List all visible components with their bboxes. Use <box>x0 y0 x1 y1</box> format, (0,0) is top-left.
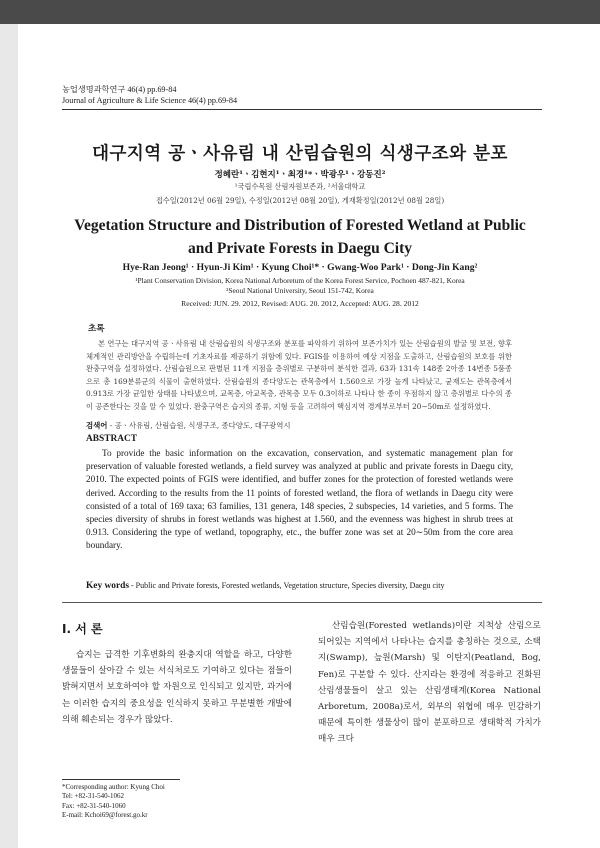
affiliation-korean: ¹국립수목원 산림자원보존과, ²서울대학교 <box>234 182 366 191</box>
header-rule <box>62 109 542 110</box>
intro-paragraph-right: 산림습원(Forested wetlands)이란 지척상 산림으로 되어있는 지역에서 나타나는 습지를 총칭하는 것으로, 소택지(Swamp), 늪원(Marsh) 및 이탄지(Peatland, Bog, Fen)로 구분할 수 있다. 산지라는 환경에 적응하고 진화된 산림생물들이 살고 있는 산림생태계(Korea National Arboretum, 2008a)로서, 외부의 위협에 매우 민감하기 때문에 특이한 생물상이 많이 분포하므로 생태학적 가치가 매우 크다 <box>318 621 541 745</box>
dates-korean: 접수일(2012년 06월 29일), 수정일(2012년 08월 20일), 게재확정일(2012년 08월 28일) <box>155 196 445 205</box>
journal-info <box>62 84 237 106</box>
authors-korean: 정혜란¹ㆍ김현지¹ㆍ최경¹*ㆍ박광우¹ㆍ강동진² <box>214 170 386 180</box>
journal-name-en: Journal of Agriculture & Life Science 46(4) pp.69-84 <box>62 96 238 105</box>
section-divider <box>62 602 542 603</box>
keywords-korean <box>86 420 512 431</box>
footnote-fax: Fax: +82-31-540-1060 <box>62 801 126 810</box>
footnotes <box>62 783 165 820</box>
journal-name-ko: 농업생명과학연구 46(4) pp.69-84 <box>62 85 177 94</box>
keywords-english <box>86 581 513 591</box>
abstract-english: To provide the basic information on the excavation, conservation, and systematic management plan for preservation of valuable forested wetlands, a field survey was analyzed at public and private forests in Daegu city, 2010. The expected points of FGIS were identified, and buffer zones for the protection of forested wetlands were derived. According to the results from the 11 points of forested wetland, the flora of wetlands in Daegu city were consisted of a total of 169 taxa; 63 families, 131 genera, 148 species, 2 subspecies, 14 varieties, and 5 forms. The species diversity of shrubs in forest wetlands was highest at 1.560, and the evenness was highest in shrub trees at 0.913. Considering the type of wetland, topography, etc., the buffer zone was set at 20∼50m from the core area boundary. <box>86 448 513 551</box>
abstract-korean-heading: 초록 <box>88 324 105 334</box>
title-english: Vegetation Structure and Distribution of Forested Wetland at Public and Private Forests in Daegu City <box>74 217 526 257</box>
abstract-english-heading: ABSTRACT <box>86 434 138 444</box>
keywords-korean-text: - 공ㆍ사유림, 산림습원, 식생구조, 종다양도, 대구광역시 <box>107 421 291 430</box>
header-bar <box>0 0 600 24</box>
section-heading-introduction: I. 서 론 <box>62 622 103 636</box>
keywords-english-label: Key words <box>86 581 129 591</box>
affiliation-english-1: ¹Plant Conservation Division, Korea National Arboretum of the Korea Forest Service, Pochoen 487-821, Korea <box>135 276 465 285</box>
keywords-korean-label: 검색어 <box>86 421 108 430</box>
affiliation-english <box>0 276 600 296</box>
dates-english: Received: JUN. 29. 2012, Revised: AUG. 20. 2012, Accepted: AUG. 28. 2012 <box>181 299 419 308</box>
footnote-email: E-mail: Kchoi69@forest.go.kr <box>62 810 148 819</box>
title-korean: 대구지역 공ㆍ사유림 내 산림습원의 식생구조와 분포 <box>92 144 508 164</box>
footnote-tel: Tel: +82-31-540-1062 <box>62 792 124 801</box>
corresponding-author: *Corresponding author: Kyung Choi <box>62 783 165 791</box>
intro-paragraph-left: 습지는 급격한 기후변화의 완충지대 역할을 하고, 다양한 생물들이 살아갈 수 있는 서식처로도 기여하고 있다는 점들이 밝혀지면서 보호하여야 할 자원으로 인식되고 있지만, 과거에는 이러한 습지의 중요성을 인식하지 못하고 무분별한 개발에 의해 훼손되는 경우가 많았다. <box>62 650 292 725</box>
footnote-rule <box>62 779 180 780</box>
affiliation-english-2: ²Seoul National University, Seoul 151-742, Korea <box>226 286 374 295</box>
authors-english: Hye-Ran Jeong¹ · Hyun-Ji Kim¹ · Kyung Choi¹* · Gwang-Woo Park¹ · Dong-Jin Kang² <box>122 262 478 273</box>
abstract-korean: 본 연구는 대구지역 공ㆍ사유림 내 산림습원의 식생구조와 분포를 파악하기 위하여 보존가치가 있는 산림습원의 발굴 및 보전, 향후 체계적인 관리방안을 수립하는데 기초자료를 제공하기 위함에 있다. FGIS를 이용하여 예상 지점을 도출하고, 산림습원의 보호를 위한 완충구역을 설정하였다. 산림습원으로 판별된 11개 지점을 층위별로 구분하여 분석한 결과, 63과 131속 148종 2아종 14변종 5품종으로 총 169분류군의 식물이 출현하였다. 산림습원의 종다양도는 관목층에서 1.560으로 가장 높게 나타났고, 균재도는 관목층에서 0.913로 가장 균일한 상태를 나타냈으며, 교목층, 아교목층, 관목층 모두 0.3이하로 나타나 한 종이 우점하지 않고 층위별로 다수의 종이 공존한다는 것을 알 수 있었다. 완충구역은 습지의 종류, 지형 등을 고려하여 핵심지역 경계부로부터 20∼50m로 설정하였다. <box>86 339 512 411</box>
keywords-english-text: - Public and Private forests, Forested wetlands, Vegetation structure, Species diversity, Daegu city <box>128 581 445 590</box>
